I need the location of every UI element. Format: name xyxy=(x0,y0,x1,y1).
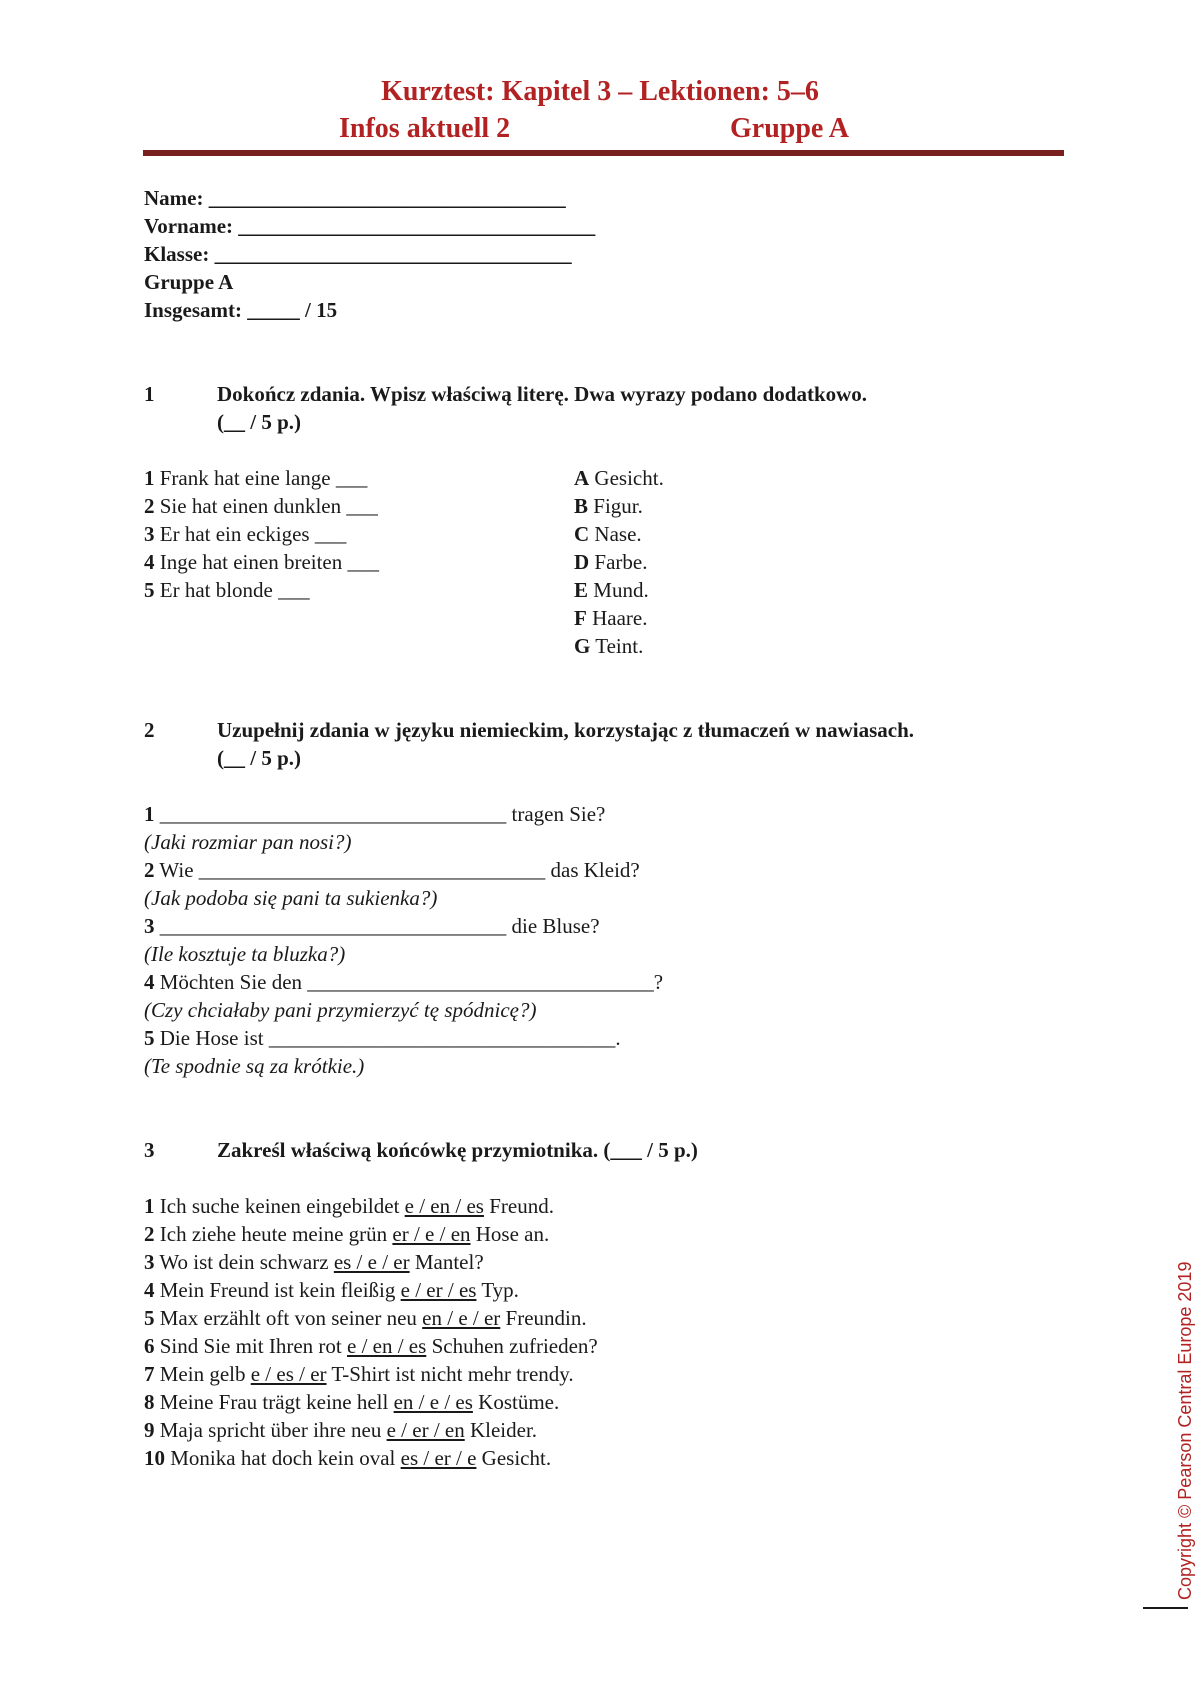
option-item: F Haare. xyxy=(574,606,648,630)
name-field[interactable]: Name: __________________________________ xyxy=(144,186,566,210)
ending-options[interactable]: es / e / er xyxy=(333,1250,410,1274)
translation-hint: (Czy chciałaby pani przymierzyć tę spódnicę?) xyxy=(144,998,537,1022)
list-item[interactable]: 1 _________________________________ tragen Sie? xyxy=(144,802,606,826)
ending-options[interactable]: e / en / es xyxy=(347,1334,427,1358)
exercise-2-number: 2 xyxy=(144,718,155,742)
list-item[interactable]: 8 Meine Frau trägt keine hell en / e / es Kostüme. xyxy=(144,1390,560,1414)
footer-rule xyxy=(1143,1607,1188,1609)
ending-options[interactable]: en / e / es xyxy=(393,1390,473,1414)
list-item[interactable]: 4 Mein Freund ist kein fleißig e / er / es Typ. xyxy=(144,1278,519,1302)
list-item[interactable]: 5 Er hat blonde ___ xyxy=(144,578,310,602)
list-item[interactable]: 3 Wo ist dein schwarz es / e / er Mantel? xyxy=(144,1250,484,1274)
exercise-1-points: (__ / 5 p.) xyxy=(217,410,301,434)
ending-options[interactable]: e / er / es xyxy=(400,1278,477,1302)
list-item[interactable]: 9 Maja spricht über ihre neu e / er / en Kleider. xyxy=(144,1418,538,1442)
option-item: D Farbe. xyxy=(574,550,648,574)
ending-options[interactable]: er / e / en xyxy=(392,1222,471,1246)
ending-options[interactable]: e / en / es xyxy=(404,1194,484,1218)
exercise-3-instruction: Zakreśl właściwą końcówkę przymiotnika. (___ / 5 p.) xyxy=(217,1138,698,1162)
option-item: A Gesicht. xyxy=(574,466,664,490)
exercise-3-number: 3 xyxy=(144,1138,155,1162)
list-item[interactable]: 3 Er hat ein eckiges ___ xyxy=(144,522,347,546)
ending-options[interactable]: en / e / er xyxy=(422,1306,501,1330)
option-item: E Mund. xyxy=(574,578,649,602)
gruppe-label: Gruppe A xyxy=(144,270,234,294)
list-item[interactable]: 7 Mein gelb e / es / er T-Shirt ist nicht mehr trendy. xyxy=(144,1362,574,1386)
total-score-field[interactable]: Insgesamt: _____ / 15 xyxy=(144,298,338,322)
list-item[interactable]: 2 Sie hat einen dunklen ___ xyxy=(144,494,378,518)
exercise-1-number: 1 xyxy=(144,382,155,406)
ending-options[interactable]: e / er / en xyxy=(386,1418,465,1442)
ending-options[interactable]: es / er / e xyxy=(400,1446,477,1470)
list-item[interactable]: 10 Monika hat doch kein oval es / er / e Gesicht. xyxy=(144,1446,552,1470)
title-divider xyxy=(143,150,1064,156)
option-item: G Teint. xyxy=(574,634,644,658)
list-item[interactable]: 3 _________________________________ die Bluse? xyxy=(144,914,600,938)
translation-hint: (Te spodnie są za krótkie.) xyxy=(144,1054,365,1078)
option-item: C Nase. xyxy=(574,522,642,546)
exercise-2-points: (__ / 5 p.) xyxy=(217,746,301,770)
option-item: B Figur. xyxy=(574,494,643,518)
translation-hint: (Ile kosztuje ta bluzka?) xyxy=(144,942,346,966)
list-item[interactable]: 4 Inge hat einen breiten ___ xyxy=(144,550,379,574)
list-item[interactable]: 6 Sind Sie mit Ihren rot e / en / es Schuhen zufrieden? xyxy=(144,1334,598,1358)
list-item[interactable]: 5 Die Hose ist _________________________________. xyxy=(144,1026,621,1050)
book-title: Infos aktuell 2 xyxy=(339,113,511,144)
list-item[interactable]: 1 Ich suche keinen eingebildet e / en / es Freund. xyxy=(144,1194,554,1218)
exercise-1-instruction: Dokończ zdania. Wpisz właściwą literę. Dwa wyrazy podano dodatkowo. xyxy=(217,382,868,406)
vorname-field[interactable]: Vorname: __________________________________ xyxy=(144,214,596,238)
ending-options[interactable]: e / es / er xyxy=(250,1362,327,1386)
copyright-notice: Copyright © Pearson Central Europe 2019 xyxy=(1175,1261,1195,1600)
translation-hint: (Jak podoba się pani ta sukienka?) xyxy=(144,886,438,910)
klasse-field[interactable]: Klasse: __________________________________ xyxy=(144,242,572,266)
exercise-2-instruction: Uzupełnij zdania w języku niemieckim, korzystając z tłumaczeń w nawiasach. xyxy=(217,718,915,742)
group-title: Gruppe A xyxy=(730,113,850,144)
list-item[interactable]: 4 Möchten Sie den _________________________________? xyxy=(144,970,664,994)
list-item[interactable]: 2 Wie _________________________________ das Kleid? xyxy=(144,858,640,882)
list-item[interactable]: 2 Ich ziehe heute meine grün er / e / en Hose an. xyxy=(144,1222,550,1246)
list-item[interactable]: 1 Frank hat eine lange ___ xyxy=(144,466,368,490)
translation-hint: (Jaki rozmiar pan nosi?) xyxy=(144,830,352,854)
list-item[interactable]: 5 Max erzählt oft von seiner neu en / e / er Freundin. xyxy=(144,1306,587,1330)
page-title: Kurztest: Kapitel 3 – Lektionen: 5–6 xyxy=(381,76,819,107)
